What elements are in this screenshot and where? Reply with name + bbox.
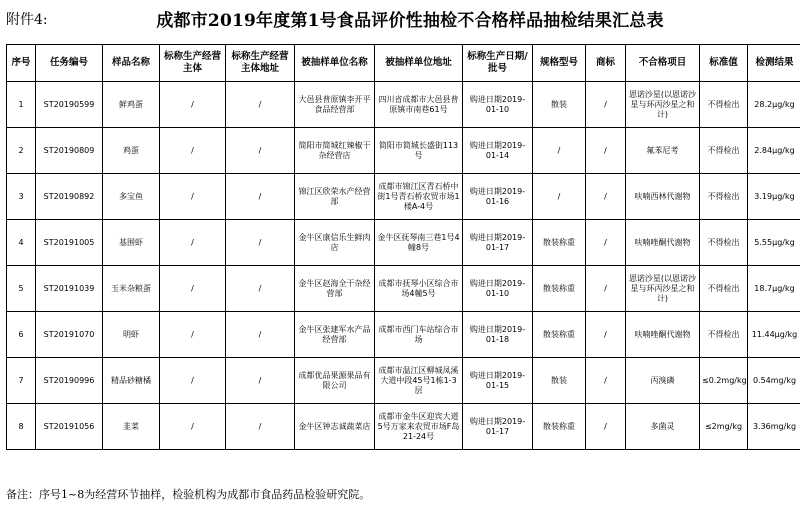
cell-producer-address: / <box>226 220 295 266</box>
cell-index: 7 <box>7 358 36 404</box>
cell-sample-name: 韭菜 <box>103 404 160 450</box>
table-row <box>7 266 800 312</box>
cell-test-result: 28.2μg/kg <box>748 82 800 128</box>
cell-producer: / <box>160 266 226 312</box>
cell-sample-name: 玉米杂粮蛋 <box>103 266 160 312</box>
cell-production-date: 购进日期2019-01-18 <box>463 312 533 358</box>
cell-index: 4 <box>7 220 36 266</box>
cell-producer: / <box>160 82 226 128</box>
table-row <box>7 174 800 220</box>
table-row <box>7 312 800 358</box>
cell-task-id: ST20191056 <box>36 404 103 450</box>
table-row <box>7 128 800 174</box>
cell-index: 8 <box>7 404 36 450</box>
cell-production-date: 购进日期2019-01-10 <box>463 266 533 312</box>
cell-task-id: ST20191005 <box>36 220 103 266</box>
cell-sampled-unit-address: 简阳市简城长盛街113号 <box>375 128 463 174</box>
cell-production-date: 购进日期2019-01-16 <box>463 174 533 220</box>
table-footnote: 备注：序号1~8为经营环节抽样，检验机构为成都市食品药品检验研究院。 <box>6 488 371 501</box>
cell-sample-name: 鲜鸡蛋 <box>103 82 160 128</box>
column-header-trademark: 商标 <box>586 45 626 82</box>
cell-sampled-unit: 成都优品果源果品有限公司 <box>295 358 375 404</box>
column-header-sampled-unit-address: 被抽样单位地址 <box>375 45 463 82</box>
inspection-results-table <box>6 44 800 450</box>
cell-sampled-unit-address: 成都市金牛区迎宾大道5号万家来农贸市场F岛21-24号 <box>375 404 463 450</box>
cell-spec: 散装称重 <box>533 220 586 266</box>
cell-sample-name: 精品砂糖橘 <box>103 358 160 404</box>
cell-producer: / <box>160 358 226 404</box>
cell-sample-name: 多宝鱼 <box>103 174 160 220</box>
cell-producer: / <box>160 220 226 266</box>
cell-sample-name: 基围虾 <box>103 220 160 266</box>
cell-production-date: 购进日期2019-01-17 <box>463 220 533 266</box>
cell-index: 2 <box>7 128 36 174</box>
cell-sampled-unit: 大邑县普原镇李开平食品经营部 <box>295 82 375 128</box>
document-header <box>0 0 800 44</box>
cell-task-id: ST20191070 <box>36 312 103 358</box>
cell-standard-value: 不得检出 <box>700 220 748 266</box>
cell-sampled-unit-address: 成都市抚琴小区综合市场4幢5号 <box>375 266 463 312</box>
cell-sampled-unit: 金牛区钟志诚蔬菜店 <box>295 404 375 450</box>
cell-sampled-unit-address: 金牛区抚琴南三巷1号4幢8号 <box>375 220 463 266</box>
cell-production-date: 购进日期2019-01-10 <box>463 82 533 128</box>
cell-production-date: 购进日期2019-01-14 <box>463 128 533 174</box>
cell-producer-address: / <box>226 128 295 174</box>
cell-producer-address: / <box>226 358 295 404</box>
cell-test-result: 18.7μg/kg <box>748 266 800 312</box>
cell-producer: / <box>160 312 226 358</box>
cell-spec: / <box>533 174 586 220</box>
cell-spec: / <box>533 128 586 174</box>
table-row <box>7 358 800 404</box>
page-title: 成都市2019年度第1号食品评价性抽检不合格样品抽检结果汇总表 <box>156 11 664 31</box>
cell-producer: / <box>160 128 226 174</box>
cell-standard-value: 不得检出 <box>700 312 748 358</box>
cell-standard-value: 不得检出 <box>700 174 748 220</box>
cell-index: 5 <box>7 266 36 312</box>
cell-trademark: / <box>586 358 626 404</box>
cell-standard-value: ≤2mg/kg <box>700 404 748 450</box>
column-header-spec: 规格型号 <box>533 45 586 82</box>
cell-failed-item: 氟苯尼考 <box>626 128 700 174</box>
cell-task-id: ST20190599 <box>36 82 103 128</box>
cell-sampled-unit: 金牛区赵海全干杂经营部 <box>295 266 375 312</box>
cell-sampled-unit: 简阳市简城红辣椒干杂经营店 <box>295 128 375 174</box>
column-header-standard-value: 标准值 <box>700 45 748 82</box>
cell-producer: / <box>160 404 226 450</box>
cell-sampled-unit: 金牛区张建军水产品经营部 <box>295 312 375 358</box>
column-header-producer: 标称生产经营主体 <box>160 45 226 82</box>
cell-production-date: 购进日期2019-01-17 <box>463 404 533 450</box>
table-header-row <box>7 45 800 82</box>
cell-spec: 散装称重 <box>533 312 586 358</box>
cell-failed-item: 恩诺沙星(以恩诺沙星与环丙沙星之和计) <box>626 266 700 312</box>
column-header-production-date: 标称生产日期/批号 <box>463 45 533 82</box>
cell-sampled-unit: 金牛区康信乐生鲜肉店 <box>295 220 375 266</box>
attachment-label: 附件4: <box>6 12 48 28</box>
cell-sample-name: 明虾 <box>103 312 160 358</box>
cell-trademark: / <box>586 312 626 358</box>
table-row <box>7 82 800 128</box>
column-header-failed-item: 不合格项目 <box>626 45 700 82</box>
cell-producer: / <box>160 174 226 220</box>
cell-trademark: / <box>586 82 626 128</box>
column-header-task-id: 任务编号 <box>36 45 103 82</box>
cell-spec: 散装 <box>533 358 586 404</box>
cell-failed-item: 呋喃唑酮代谢物 <box>626 220 700 266</box>
cell-index: 6 <box>7 312 36 358</box>
cell-trademark: / <box>586 174 626 220</box>
cell-test-result: 3.19μg/kg <box>748 174 800 220</box>
cell-standard-value: 不得检出 <box>700 82 748 128</box>
cell-producer-address: / <box>226 174 295 220</box>
column-header-sampled-unit: 被抽样单位名称 <box>295 45 375 82</box>
cell-trademark: / <box>586 266 626 312</box>
cell-standard-value: 不得检出 <box>700 128 748 174</box>
cell-spec: 散装 <box>533 82 586 128</box>
cell-sampled-unit-address: 成都市锦江区青石桥中街1号青石桥农贸市场1楼A-4号 <box>375 174 463 220</box>
cell-task-id: ST20191039 <box>36 266 103 312</box>
cell-trademark: / <box>586 404 626 450</box>
cell-sampled-unit-address: 四川省成都市大邑县普原镇市南巷61号 <box>375 82 463 128</box>
cell-trademark: / <box>586 220 626 266</box>
cell-spec: 散装称重 <box>533 404 586 450</box>
cell-failed-item: 恩诺沙星(以恩诺沙星与环丙沙星之和计) <box>626 82 700 128</box>
cell-failed-item: 呋喃西林代谢物 <box>626 174 700 220</box>
table-row <box>7 220 800 266</box>
cell-spec: 散装称重 <box>533 266 586 312</box>
cell-failed-item: 丙溴磷 <box>626 358 700 404</box>
column-header-index: 序号 <box>7 45 36 82</box>
cell-sampled-unit-address: 成都市西门车站综合市场 <box>375 312 463 358</box>
cell-test-result: 3.36mg/kg <box>748 404 800 450</box>
cell-sampled-unit-address: 成都市温江区柳城凤溪大道中段45号1栋1-3层 <box>375 358 463 404</box>
cell-producer-address: / <box>226 404 295 450</box>
cell-test-result: 11.44μg/kg <box>748 312 800 358</box>
cell-standard-value: ≤0.2mg/kg <box>700 358 748 404</box>
cell-producer-address: / <box>226 312 295 358</box>
cell-failed-item: 多菌灵 <box>626 404 700 450</box>
cell-sample-name: 鸡蛋 <box>103 128 160 174</box>
cell-test-result: 2.84μg/kg <box>748 128 800 174</box>
cell-production-date: 购进日期2019-01-15 <box>463 358 533 404</box>
cell-task-id: ST20190996 <box>36 358 103 404</box>
cell-test-result: 0.54mg/kg <box>748 358 800 404</box>
cell-trademark: / <box>586 128 626 174</box>
cell-failed-item: 呋喃唑酮代谢物 <box>626 312 700 358</box>
column-header-test-result: 检测结果 <box>748 45 800 82</box>
table-row <box>7 404 800 450</box>
cell-standard-value: 不得检出 <box>700 266 748 312</box>
cell-producer-address: / <box>226 266 295 312</box>
cell-test-result: 5.55μg/kg <box>748 220 800 266</box>
cell-task-id: ST20190809 <box>36 128 103 174</box>
cell-index: 3 <box>7 174 36 220</box>
column-header-producer-address: 标称生产经营主体地址 <box>226 45 295 82</box>
cell-index: 1 <box>7 82 36 128</box>
cell-sampled-unit: 锦江区欣荣水产经营部 <box>295 174 375 220</box>
column-header-sample-name: 样品名称 <box>103 45 160 82</box>
cell-task-id: ST20190892 <box>36 174 103 220</box>
cell-producer-address: / <box>226 82 295 128</box>
